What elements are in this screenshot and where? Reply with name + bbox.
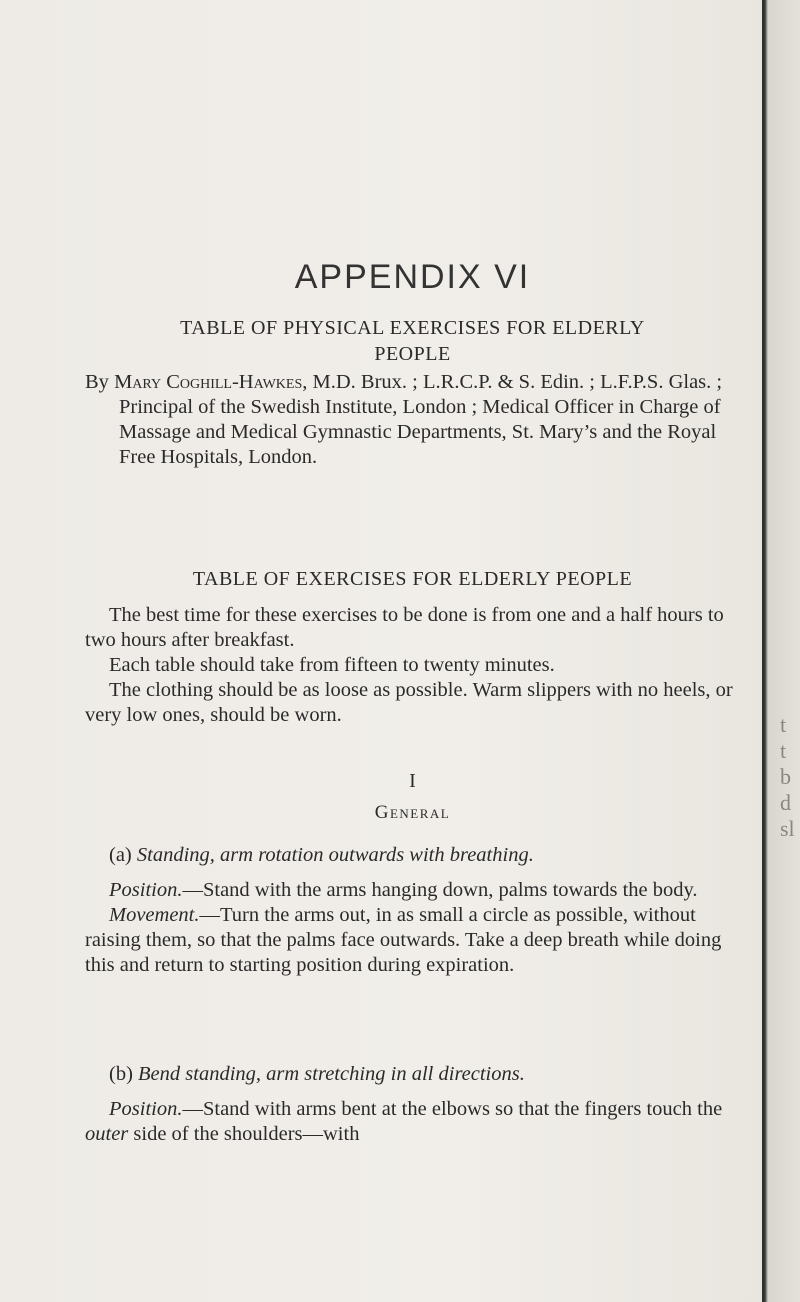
- exercise-b-position-text: —Stand with arms bent at the elbows so that the fingers touch the: [182, 1098, 723, 1120]
- exercise-b-position-emphasis: outer: [85, 1123, 129, 1145]
- exercise-b: [85, 1062, 740, 1147]
- appendix-subtitle: [85, 315, 740, 367]
- fragment-line: t: [780, 738, 787, 763]
- exercise-b-position: [85, 1097, 740, 1147]
- exercise-a-label: (a): [109, 844, 137, 866]
- exercise-a-position-label: Position.: [109, 879, 183, 901]
- fragment-line: d: [780, 790, 791, 815]
- subtitle-line-1: TABLE OF PHYSICAL EXERCISES FOR ELDERLY: [180, 317, 645, 339]
- author-byline: [85, 370, 740, 470]
- exercise-b-heading: [85, 1062, 740, 1087]
- exercise-a-movement-text: —Turn the arms out, in as small a circle as possible, without raising them, so that the palms face outwards. Take a deep breath while doing this and return to starting position during expiration.: [85, 904, 722, 976]
- fragment-line: b: [780, 764, 791, 789]
- exercise-b-position-text-end: side of the shoulders—with: [128, 1123, 360, 1145]
- exercise-b-label: (b): [109, 1063, 139, 1085]
- exercise-a-position-text: —Stand with the arms hanging down, palms towards the body.: [182, 879, 698, 901]
- author-name: Mary Coghill-Hawkes: [114, 371, 303, 393]
- fragment-line: sl: [780, 816, 795, 841]
- author-credentials: , M.D. Brux. ; L.R.C.P. & S. Edin. ; L.F.P.S. Glas. ; Principal of the Swedish Institute, London ; Medical Officer in Charge of Massage and Medical Gymnastic Departments, St. Mary’s and the Royal Free Hospitals, London.: [119, 371, 723, 468]
- section-title: TABLE OF EXERCISES FOR ELDERLY PEOPLE: [192, 568, 633, 590]
- intro-paragraph: The clothing should be as loose as possible. Warm slippers with no heels, or very low ones, should be worn.: [85, 679, 733, 726]
- part-title: General: [374, 802, 451, 823]
- exercise-a-position: [85, 878, 740, 903]
- exercise-a-movement: [85, 903, 740, 978]
- appendix-heading: APPENDIX VI: [294, 258, 531, 296]
- intro-paragraph: Each table should take from fifteen to twenty minutes.: [109, 654, 555, 676]
- subtitle-line-2: PEOPLE: [374, 343, 451, 365]
- exercise-a-heading: [85, 843, 740, 868]
- exercise-a-movement-label: Movement.: [109, 904, 200, 926]
- exercise-a: [85, 843, 740, 978]
- next-page-fragment: [780, 712, 800, 842]
- exercise-b-position-label: Position.: [109, 1098, 183, 1120]
- book-gutter: [762, 0, 800, 1302]
- part-number: I: [409, 770, 416, 792]
- fragment-line: t: [780, 712, 787, 737]
- byline-by: By: [85, 371, 115, 393]
- intro-paragraph: The best time for these exercises to be done is from one and a half hours to two hours after breakfast.: [85, 604, 724, 651]
- exercise-b-title: Bend standing, arm stretching in all directions.: [138, 1063, 525, 1085]
- intro-text: [85, 603, 740, 728]
- exercise-a-title: Standing, arm rotation outwards with breathing.: [136, 844, 534, 866]
